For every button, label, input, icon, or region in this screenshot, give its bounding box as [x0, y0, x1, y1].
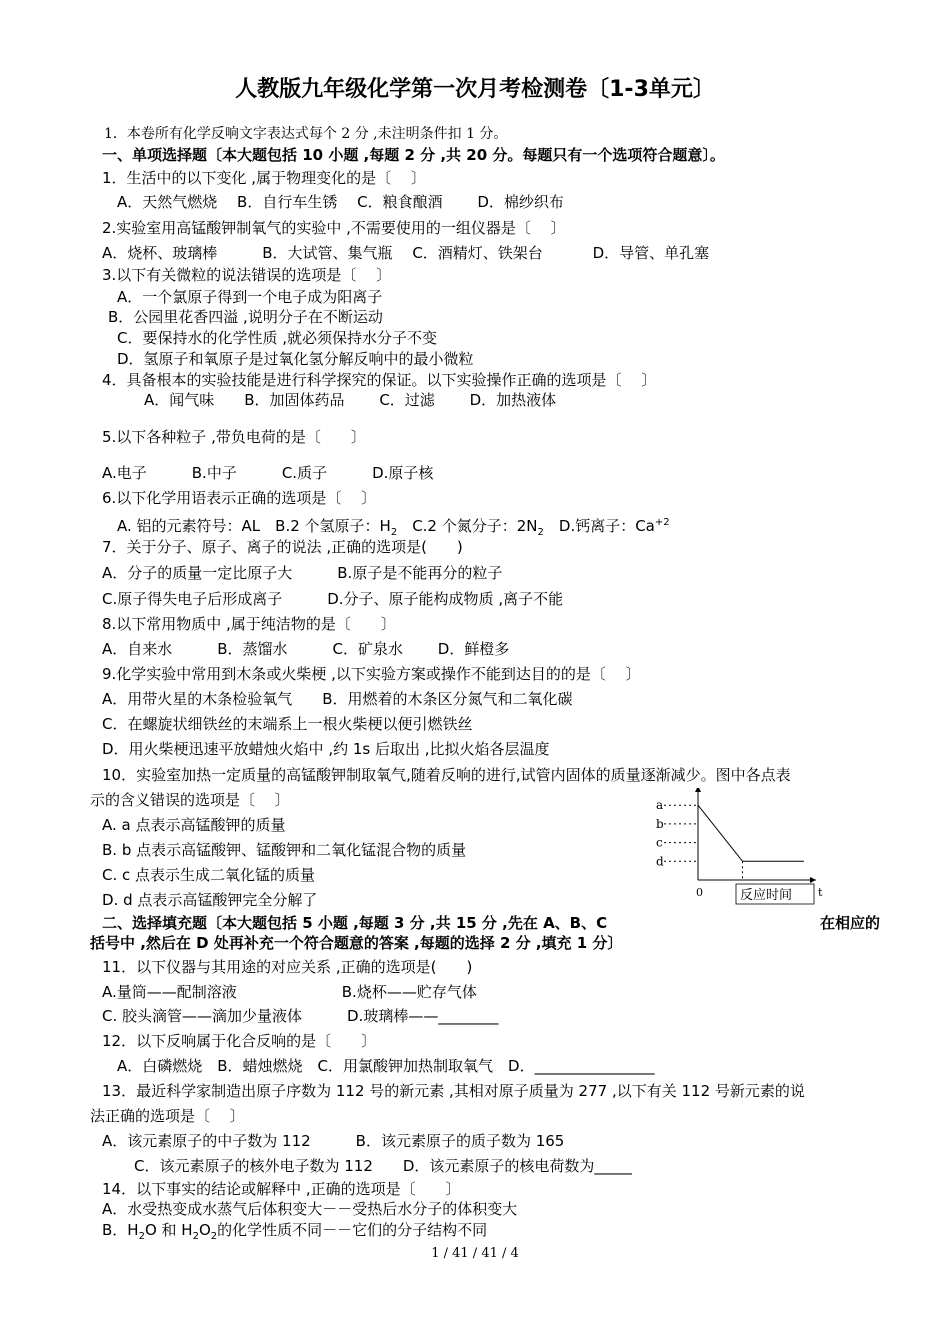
- page-footer: 1 / 41 / 41 / 4: [431, 1246, 519, 1261]
- q14b-text-3: O: [198, 1221, 211, 1239]
- question-5-options: A.电子 B.中子 C.质子 D.原子核: [102, 464, 434, 482]
- q6-subscript-2: 2: [537, 527, 544, 538]
- q14b-text-1: B．H: [102, 1221, 139, 1239]
- question-10-line-2: 示的含义错误的选项是〔 〕: [90, 791, 290, 809]
- q6-text-c: D.钙离子：Ca: [543, 517, 655, 535]
- question-2-options: A．烧杯、玻璃棒 B．大试管、集气瓶 C．酒精灯、铁架台 D．导管、单孔塞: [102, 244, 710, 262]
- section2-header-line-2: 括号中 ,然后在 D 处再补充一个符合题意的答案 ,每题的选择 2 分 ,填充 1 分〕: [90, 934, 623, 952]
- question-13-options-ab: A．该元素原子的中子数为 112 B．该元素原子的质子数为 165: [102, 1132, 565, 1150]
- question-10-option-b: B. b 点表示高锰酸钾、锰酸钾和二氧化锰混合物的质量: [102, 841, 467, 859]
- question-13-line-2: 法正确的选项是〔 〕: [90, 1107, 245, 1125]
- question-9: 9.化学实验中常用到木条或火柴梗 ,以下实验方案或操作不能到达目的的是〔 〕: [102, 665, 641, 683]
- q14b-sub-1: 2: [138, 1231, 145, 1242]
- q14b-sub-2: 2: [192, 1231, 199, 1242]
- question-13-options-cd: C．该元素原子的核外电子数为 112 D．该元素原子的核电荷数为_____: [134, 1157, 632, 1175]
- x-axis-label: 反应时间: [740, 888, 793, 903]
- question-14: 14．以下事实的结论或解释中 ,正确的选项是〔 〕: [102, 1180, 461, 1198]
- question-6: 6.以下化学用语表示正确的选项是〔 〕: [102, 489, 377, 507]
- question-13-line-1: 13．最近科学家制造出原子序数为 112 号的新元素 ,其相对原子质量为 277 ,以下有关 112 号新元素的说: [102, 1082, 805, 1100]
- point-label-a: a: [656, 798, 664, 813]
- question-14-option-a: A．水受热变成水蒸气后体积变大－－受热后水分子的体积变大: [102, 1200, 518, 1218]
- question-3: 3.以下有关微粒的说法错误的选项是〔 〕: [102, 266, 392, 284]
- question-7-options-cd: C.原子得失电子后形成离子 D.分子、原子能构成物质 ,离子不能: [102, 590, 564, 608]
- question-11-options-ab: A.量筒——配制溶液 B.烧杯——贮存气体: [102, 983, 477, 1001]
- question-8-options: A．自来水 B．蒸馏水 C．矿泉水 D．鲜橙多: [102, 640, 510, 658]
- q14b-text-4: 的化学性质不同－－它们的分子结构不同: [217, 1221, 488, 1239]
- point-label-c: c: [656, 835, 663, 850]
- question-10-option-c: C. c 点表示生成二氧化锰的质量: [102, 866, 316, 884]
- question-1-options: A．天然气燃烧 B．自行车生锈 C．粮食酿酒 D．棉纱织布: [117, 193, 564, 211]
- question-9-option-c: C．在螺旋状细铁丝的末端系上一根火柴梗以便引燃铁丝: [102, 715, 473, 733]
- section2-header-line-1: 二、选择填充题〔本大题包括 5 小题 ,每题 3 分 ,共 15 分 ,先在 A、B、C: [102, 914, 608, 932]
- q14b-sub-3: 2: [210, 1231, 218, 1242]
- q6-text-a: A. 铝的元素符号：AL B.2 个氢原子：H: [117, 517, 391, 535]
- question-14-option-b: [102, 1220, 487, 1247]
- section1-header: 一、单项选择题〔本大题包括 10 小题 ,每题 2 分 ,共 20 分。每题只有一个选项符合题意〕。: [102, 146, 725, 164]
- question-12: 12．以下反响属于化合反响的是〔 〕: [102, 1032, 377, 1050]
- x-axis-end-label: t: [818, 886, 823, 899]
- point-label-b: b: [656, 816, 664, 831]
- question-9-option-d: D．用火柴梗迅速平放蜡烛火焰中 ,约 1s 后取出 ,比拟火焰各层温度: [102, 740, 550, 758]
- q6-subscript-1: 2: [390, 527, 398, 538]
- section2-header-line-1-tail: 在相应的: [820, 914, 881, 932]
- series-line-solid-mass: [698, 805, 804, 861]
- question-10-line-1: 10．实验室加热一定质量的高锰酸钾制取氧气,随着反响的进行,试管内固体的质量逐渐减少。图中各点表: [102, 766, 791, 784]
- exam-note: 1．本卷所有化学反响文字表达式每个 2 分 ,未注明条件扣 1 分。: [104, 126, 508, 142]
- question-10-option-d: D. d 点表示高锰酸钾完全分解了: [102, 891, 318, 909]
- y-axis-arrow: [695, 788, 701, 792]
- question-1: 1．生活中的以下变化 ,属于物理变化的是〔 〕: [102, 169, 426, 187]
- question-10-option-a: A. a 点表示高锰酸钾的质量: [102, 816, 286, 834]
- question-3-option-b: B．公园里花香四溢 ,说明分子在不断运动: [108, 308, 383, 326]
- question-7: 7．关于分子、原子、离子的说法 ,正确的选项是( ): [102, 538, 463, 556]
- mass-time-chart: [650, 788, 830, 928]
- question-12-options: A．白磷燃烧 B．蜡烛燃烧 C．用氯酸钾加热制取氧气 D．________________: [117, 1057, 655, 1075]
- question-3-option-d: D．氢原子和氧原子是过氧化氢分解反响中的最小微粒: [117, 350, 474, 368]
- question-11-options-cd: C. 胶头滴管——滴加少量液体 D.玻璃棒——________: [102, 1007, 499, 1025]
- question-7-options-ab: A．分子的质量一定比原子大 B.原子是不能再分的粒子: [102, 564, 503, 582]
- question-3-option-c: C．要保持水的化学性质 ,就必须保持水分子不变: [117, 329, 438, 347]
- question-3-option-a: A．一个氯原子得到一个电子成为阳离子: [117, 288, 383, 306]
- q6-text-b: C.2 个氮分子：2N: [397, 517, 538, 535]
- q6-superscript: +2: [654, 517, 670, 528]
- question-5: 5.以下各种粒子 ,带负电荷的是〔 〕: [102, 428, 366, 446]
- x-axis-arrow: [810, 877, 816, 883]
- question-4-options: A．闻气味 B．加固体药品 C．过滤 D．加热液体: [144, 391, 557, 409]
- question-11: 11．以下仪器与其用途的对应关系 ,正确的选项是( ): [102, 958, 473, 976]
- q14b-text-2: O 和 H: [144, 1221, 193, 1239]
- page-title: 人教版九年级化学第一次月考检测卷〔1-3单元〕: [235, 77, 715, 102]
- x-origin-label: 0: [696, 886, 703, 899]
- question-4: 4．具备根本的实验技能是进行科学探究的保证。以下实验操作正确的选项是〔 〕: [102, 371, 657, 389]
- question-8: 8.以下常用物质中 ,属于纯洁物的是〔 〕: [102, 615, 396, 633]
- point-label-d: d: [656, 854, 664, 869]
- question-2: 2.实验室用高锰酸钾制氧气的实验中 ,不需要使用的一组仪器是〔 〕: [102, 219, 566, 237]
- question-9-option-ab: A．用带火星的木条检验氧气 B．用燃着的木条区分氮气和二氧化碳: [102, 690, 573, 708]
